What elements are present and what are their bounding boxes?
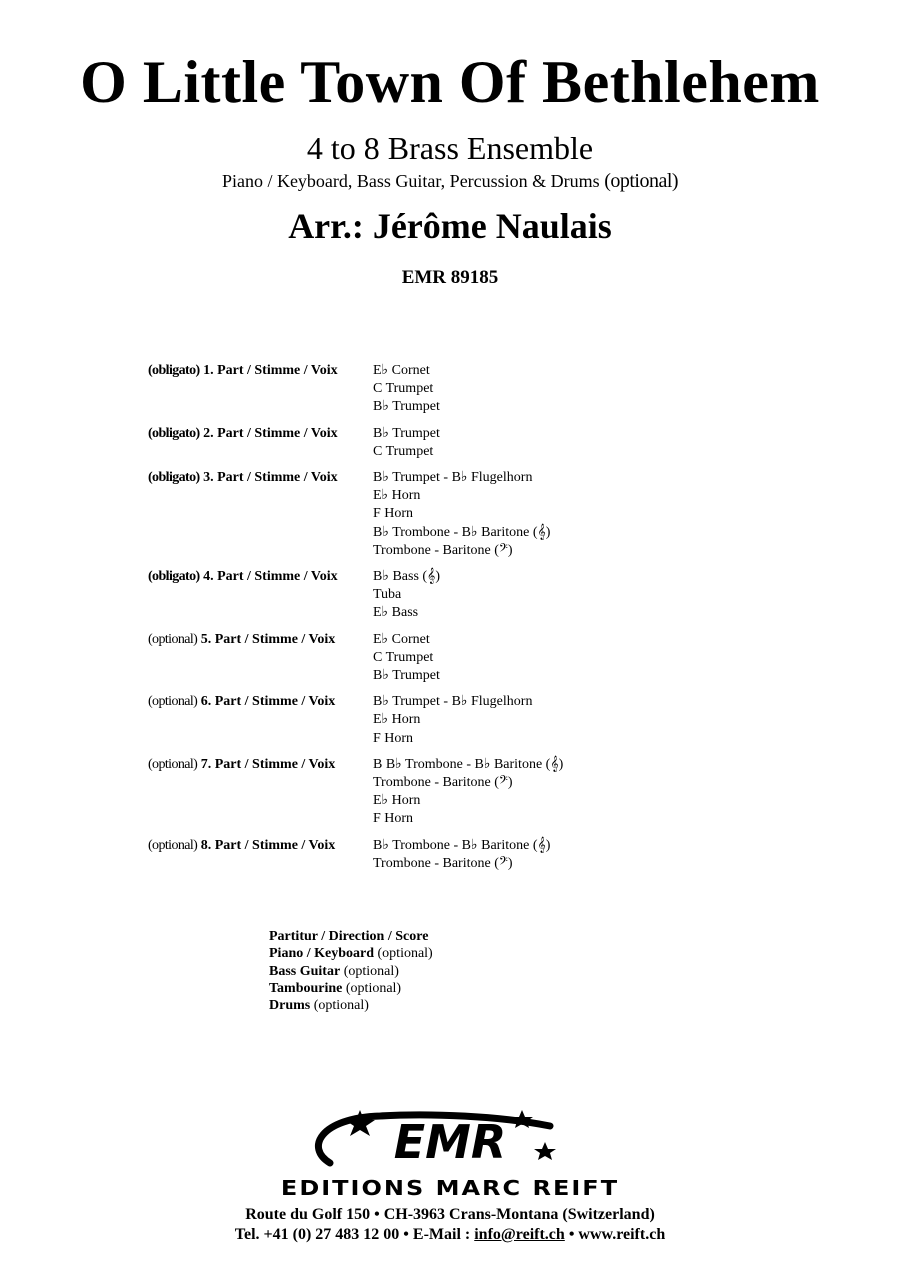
instrument-line: B♭ Trombone - B♭ Baritone (𝄞) <box>373 524 551 540</box>
part-status: (optional) <box>148 631 198 647</box>
part-status: (obligato) <box>148 363 200 378</box>
part-instruments <box>363 756 563 829</box>
part-group <box>0 756 900 829</box>
part-group <box>0 568 900 623</box>
publisher-contact <box>0 1225 900 1245</box>
part-number: 8. <box>200 837 212 853</box>
extra-name: Bass Guitar <box>269 963 341 979</box>
instrument-line: E♭ Horn <box>373 712 421 728</box>
part-group <box>0 469 900 560</box>
extra-name: Partitur / Direction / Score <box>269 929 429 944</box>
part-label <box>0 469 363 560</box>
extra-item <box>269 980 433 997</box>
catalog-number: EMR 89185 <box>401 267 499 288</box>
publisher-footer <box>0 1108 900 1245</box>
part-number: 4. <box>203 569 214 585</box>
instrument-line: Trombone - Baritone (𝄢) <box>373 855 513 871</box>
part-label <box>0 568 363 623</box>
part-instruments <box>363 837 550 873</box>
part-label <box>0 362 363 417</box>
part-label <box>0 693 363 748</box>
extra-item <box>269 963 433 980</box>
part-stimme-voix: Part / Stimme / Voix <box>217 470 338 486</box>
instrumentation-optional: (optional) <box>604 170 679 192</box>
publisher-address: Route du Golf 150 • CH-3963 Crans-Montana (Switzerland) <box>245 1206 655 1223</box>
instrument-line: B♭ Trumpet <box>373 668 440 684</box>
part-status: (optional) <box>148 756 198 772</box>
part-stimme-voix: Part / Stimme / Voix <box>214 694 336 710</box>
part-number: 1. <box>203 363 214 378</box>
part-instruments <box>363 425 440 461</box>
extra-item <box>269 945 433 962</box>
instrument-line: B♭ Trumpet - B♭ Flugelhorn <box>373 694 533 710</box>
part-status: (obligato) <box>148 470 200 486</box>
instrument-line: Tuba <box>373 587 402 603</box>
instrumentation-main: Piano / Keyboard, Bass Guitar, Percussion & Drums <box>221 171 600 191</box>
parts-list <box>0 362 900 881</box>
extras-list <box>269 928 433 1014</box>
part-number: 7. <box>200 756 212 772</box>
instrument-line: B B♭ Trombone - B♭ Baritone (𝄞) <box>373 756 564 772</box>
instrument-line: E♭ Cornet <box>373 631 430 647</box>
instrument-line: B♭ Bass (𝄞) <box>373 569 440 585</box>
part-stimme-voix: Part / Stimme / Voix <box>214 631 336 647</box>
instrument-line: E♭ Bass <box>373 605 419 621</box>
part-number: 6. <box>200 694 212 710</box>
part-instruments <box>363 568 440 623</box>
part-stimme-voix: Part / Stimme / Voix <box>217 569 338 585</box>
instrument-line: E♭ Horn <box>373 793 421 809</box>
part-group <box>0 693 900 748</box>
extra-item <box>269 928 433 945</box>
logo-text: EMR <box>393 1115 507 1169</box>
instrument-line: B♭ Trumpet <box>373 425 440 441</box>
part-label <box>0 837 363 873</box>
extra-note: (optional) <box>343 963 399 979</box>
part-label <box>0 425 363 461</box>
logo-star-right-bottom <box>534 1142 556 1160</box>
extra-note: (optional) <box>377 946 433 962</box>
instrument-line: E♭ Horn <box>373 488 421 504</box>
instrument-line: Trombone - Baritone (𝄢) <box>373 542 513 558</box>
part-number: 5. <box>200 631 212 647</box>
instrument-line: Trombone - Baritone (𝄢) <box>373 775 513 791</box>
part-stimme-voix: Part / Stimme / Voix <box>214 837 336 853</box>
ensemble-subtitle: 4 to 8 Brass Ensemble <box>306 130 594 166</box>
part-group <box>0 837 900 873</box>
part-number: 3. <box>203 470 214 486</box>
page-title: O Little Town Of Bethlehem <box>80 49 820 115</box>
instrument-line: E♭ Cornet <box>373 363 430 378</box>
part-instruments <box>363 362 440 417</box>
part-status: (obligato) <box>148 425 200 441</box>
part-stimme-voix: Part / Stimme / Voix <box>217 425 338 441</box>
part-instruments <box>363 469 550 560</box>
extra-name: Piano / Keyboard <box>269 946 375 962</box>
emr-logo-graphic <box>300 1108 600 1173</box>
extra-name: Drums <box>269 998 311 1014</box>
extra-note: (optional) <box>313 998 369 1014</box>
publisher-name: EDITIONS MARC REIFT <box>280 1176 620 1200</box>
publisher-phone: Tel. +41 (0) 27 483 12 00 • E-Mail : <box>234 1226 471 1243</box>
part-status: (optional) <box>148 837 198 853</box>
extra-note: (optional) <box>345 980 402 996</box>
part-instruments <box>363 631 440 686</box>
part-instruments <box>363 693 532 748</box>
publisher-email-link[interactable]: info@reift.ch <box>474 1226 565 1243</box>
instrument-line: F Horn <box>373 506 414 522</box>
instrument-line: C Trumpet <box>373 443 434 459</box>
part-group <box>0 631 900 686</box>
part-label <box>0 631 363 686</box>
extra-item <box>269 997 433 1014</box>
part-stimme-voix: Part / Stimme / Voix <box>214 756 336 772</box>
instrument-line: B♭ Trombone - B♭ Baritone (𝄞) <box>373 837 551 853</box>
part-label <box>0 756 363 829</box>
publisher-website[interactable]: • www.reift.ch <box>568 1226 666 1243</box>
part-group <box>0 425 900 461</box>
instrument-line: B♭ Trumpet - B♭ Flugelhorn <box>373 470 533 486</box>
instrument-line: C Trumpet <box>373 381 434 397</box>
extra-name: Tambourine <box>269 980 343 996</box>
instrumentation-line <box>0 170 900 192</box>
instrument-line: F Horn <box>373 730 414 746</box>
arranger: Arr.: Jérôme Naulais <box>288 206 612 246</box>
instrument-line: F Horn <box>373 811 414 827</box>
part-number: 2. <box>203 425 214 441</box>
emr-logo <box>0 1108 900 1173</box>
instrument-line: C Trumpet <box>373 649 434 665</box>
part-status: (optional) <box>148 694 198 710</box>
instrument-line: B♭ Trumpet <box>373 399 440 415</box>
part-group <box>0 362 900 417</box>
part-status: (obligato) <box>148 569 200 585</box>
part-stimme-voix: Part / Stimme / Voix <box>217 363 338 378</box>
